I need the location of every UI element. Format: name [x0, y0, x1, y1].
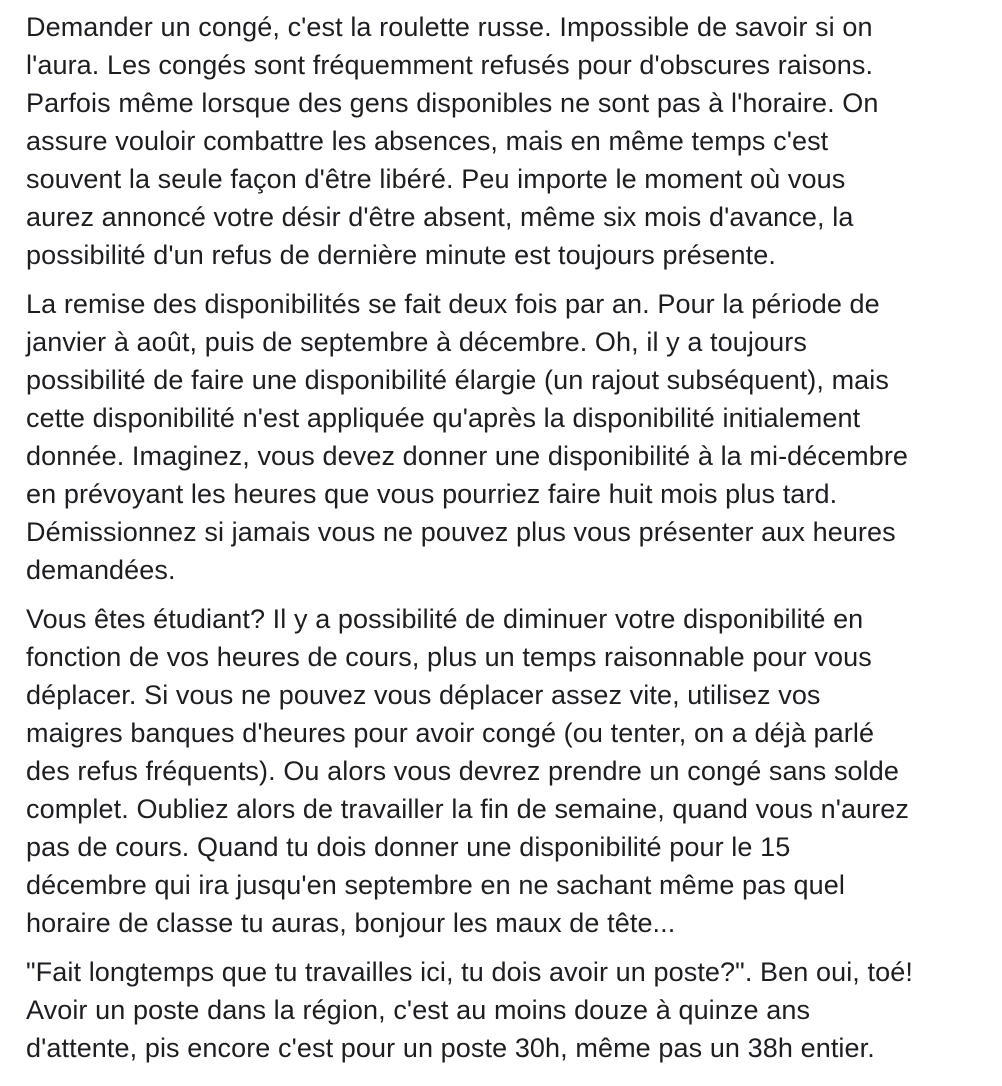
- text-line: Parfois même lorsque des gens disponibles ne sont pas à l'horaire. On: [26, 88, 879, 118]
- text-line: pas de cours. Quand tu dois donner une disponibilité pour le 15: [26, 832, 791, 862]
- text-line: janvier à août, puis de septembre à décembre. Oh, il y a toujours: [26, 327, 807, 357]
- text-line: fonction de vos heures de cours, plus un temps raisonnable pour vous: [26, 642, 872, 672]
- text-line: maigres banques d'heures pour avoir congé (ou tenter, on a déjà parlé: [26, 718, 875, 748]
- text-line: possibilité d'un refus de dernière minute est toujours présente.: [26, 240, 776, 270]
- text-line: déplacer. Si vous ne pouvez vous déplacer assez vite, utilisez vos: [26, 680, 821, 710]
- text-line: décembre qui ira jusqu'en septembre en ne sachant même pas quel: [26, 870, 845, 900]
- text-line: d'attente, pis encore c'est pour un poste 30h, même pas un 38h entier.: [26, 1033, 875, 1063]
- paragraph-etudiant: [26, 600, 988, 942]
- paragraph-poste: [26, 953, 988, 1067]
- text-line: l'aura. Les congés sont fréquemment refusés pour d'obscures raisons.: [26, 50, 874, 80]
- text-line: cette disponibilité n'est appliquée qu'après la disponibilité initialement: [26, 403, 861, 433]
- text-line: horaire de classe tu auras, bonjour les maux de tête...: [26, 908, 676, 938]
- paragraph-conge: [26, 8, 988, 274]
- text-line: Vous êtes étudiant? Il y a possibilité de diminuer votre disponibilité en: [26, 604, 864, 634]
- text-line: "Fait longtemps que tu travailles ici, tu dois avoir un poste?". Ben oui, toé!: [26, 957, 913, 987]
- text-line: Avoir un poste dans la région, c'est au moins douze à quinze ans: [26, 995, 811, 1025]
- text-line: Demander un congé, c'est la roulette russe. Impossible de savoir si on: [26, 12, 873, 42]
- text-line: complet. Oubliez alors de travailler la fin de semaine, quand vous n'aurez: [26, 794, 910, 824]
- text-line: en prévoyant les heures que vous pourriez faire huit mois plus tard.: [26, 479, 838, 509]
- text-line: donnée. Imaginez, vous devez donner une disponibilité à la mi-décembre: [26, 441, 909, 471]
- text-line: assure vouloir combattre les absences, mais en même temps c'est: [26, 126, 829, 156]
- post-body: [26, 8, 988, 1078]
- text-line: demandées.: [26, 555, 176, 585]
- text-line: souvent la seule façon d'être libéré. Peu importe le moment où vous: [26, 164, 846, 194]
- text-line: aurez annoncé votre désir d'être absent, même six mois d'avance, la: [26, 202, 854, 232]
- text-line: des refus fréquents). Ou alors vous devrez prendre un congé sans solde: [26, 756, 899, 786]
- text-line: possibilité de faire une disponibilité élargie (un rajout subséquent), mais: [26, 365, 889, 395]
- text-line: La remise des disponibilités se fait deux fois par an. Pour la période de: [26, 289, 880, 319]
- text-line: Démissionnez si jamais vous ne pouvez plus vous présenter aux heures: [26, 517, 896, 547]
- paragraph-disponibilites: [26, 285, 988, 589]
